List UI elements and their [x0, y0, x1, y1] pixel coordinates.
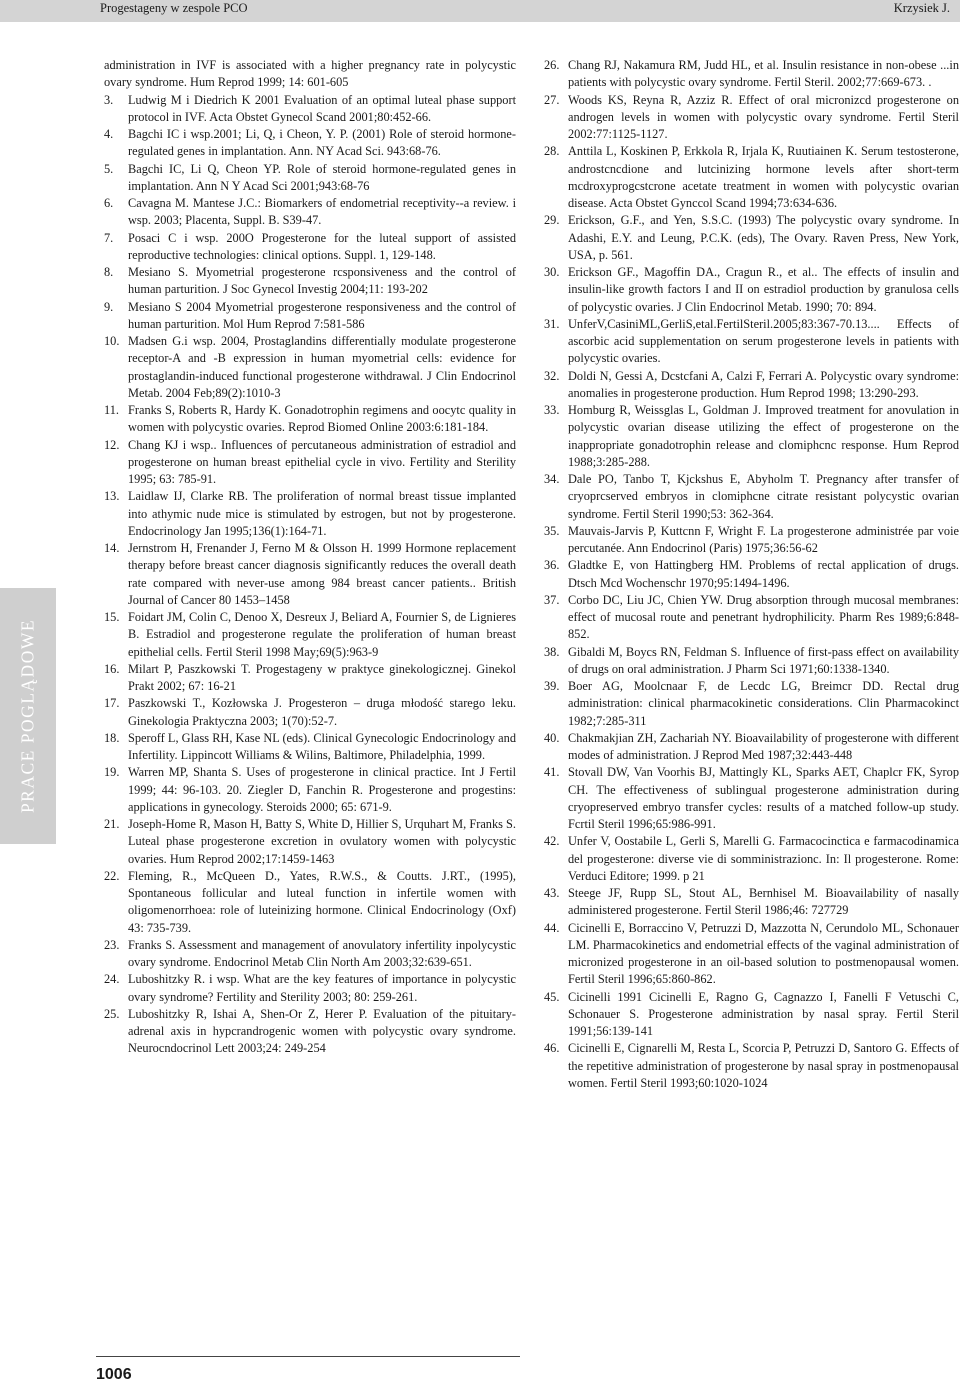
- reference-text: Unfer V, Oostabile L, Gerli S, Marelli G. Farmacocinctica e farmacodinamica del progesterone: diverse vie di somministrazionc. In: Il progesterone. Rome: Verduci Editore; 1999. p 21: [568, 834, 959, 883]
- header-author: Krzysiek J.: [893, 1, 950, 15]
- reference-text: Gladtke E, von Hattingberg HM. Problems of rectal application of drugs. Dtsch Mcd Wochenschr 1970;95:1494-1496.: [568, 558, 959, 590]
- reference-text: Bagchi IC, Li Q, Cheon YP. Role of steroid hormone-regulated genes in implantation. Ann N Y Acad Sci 2001;943:68-76: [128, 161, 516, 193]
- reference-text: Laidlaw IJ, Clarke RB. The proliferation of normal breast tissue implanted into athymic nude mice is stimulated by estrogen, but not by progesterone. Endocrinology Jan 1995;136(1):164-71.: [128, 489, 516, 538]
- reference-number: 43.: [544, 886, 560, 900]
- reference-text: Madsen G.i wsp. 2004, Prostaglandins differentially modulate progesterone receptor-A and -B expression in human myometrial cells: evidence for prostaglandin-induced functional progesterone withdrawal. J Clin Endocrinol Metab. 2004 Feb;89(2):1010-3: [128, 334, 516, 400]
- reference-number: 25.: [104, 1006, 120, 1021]
- header-journal-title: Progestageny w zespole PCO: [100, 1, 248, 15]
- reference-item: [544, 644, 959, 679]
- reference-item: [104, 971, 516, 1006]
- reference-item: [544, 471, 959, 523]
- reference-text: Paszkowski T., Kozłowska J. Progesteron – druga młodość starego leku. Ginekologia Praktyczna 2003; 1(70):52-7.: [128, 696, 516, 728]
- reference-text: Fleming, R., McQueen D., Yates, R.W.S., & Coutts. J.RT., (1995), Spontaneous follicular and luteal function in infertile women with oligomenorrhoea: role of luteinizing hormone. Clinical Endocrinology (Oxf) 43: 735-739.: [128, 868, 516, 935]
- reference-item: [544, 592, 959, 644]
- reference-text: Erickson GF., Magoffin DA., Cragun R., et al.. The effects of insulin and insulin-like growth factors I and II on estradiol production by granulosa cells of polycystic ovaries. J Clin Endocrinol Metab. 1990; 70: 894.: [568, 265, 959, 314]
- reference-item: [104, 937, 516, 972]
- reference-text: Ludwig M i Diedrich K 2001 Evaluation of an optimal luteal phase support protocol in IVF. Acta Obstet Gynecol Scand 2001;80:452-66.: [128, 92, 516, 124]
- reference-number: 33.: [544, 403, 560, 417]
- reference-number: 10.: [104, 334, 120, 348]
- reference-item: [544, 368, 959, 403]
- reference-number: 46.: [544, 1041, 560, 1056]
- reference-number: 3.: [104, 92, 114, 107]
- reference-number: 40.: [544, 730, 560, 745]
- reference-text: Dale PO, Tanbo T, Kjckshus E, Abyholm T. Pregnancy after transfer of cryoprcserved embryos in clomiphcne citrate resistant polycystic ovarian syndrome. Fertil Steril 1990;53: 362-364.: [568, 472, 959, 521]
- reference-item: [544, 920, 959, 989]
- reference-number: 6.: [104, 196, 114, 210]
- reference-item: [104, 661, 516, 696]
- reference-number: 22.: [104, 868, 120, 883]
- reference-number: 42.: [544, 834, 560, 849]
- reference-number: 12.: [104, 437, 120, 452]
- reference-number: 38.: [544, 644, 560, 659]
- reference-text: Posaci C i wsp. 200O Progesterone for the luteal support of assisted reproductive technologies: clinical options. Suppl. 1, 129-148.: [128, 230, 516, 262]
- reference-text: Homburg R, Weissglas L, Goldman J. Improved treatment for anovulation in polycystic ovarian disease utilizing the effect of progesterone on the inappropriate gonadotrophin release and clomiphcnc response. Hum Reprod 1988;3:285-288.: [568, 403, 959, 469]
- reference-number: 4.: [104, 127, 114, 141]
- reference-text: Speroff L, Glass RH, Kase NL (eds). Clinical Gynecologic Endocrinology and Infertility. Lippincott Williams & Wilins, Baltimore, Philadelphia, 1999.: [128, 730, 516, 762]
- reference-number: 16.: [104, 661, 120, 676]
- reference-item: [104, 816, 516, 868]
- reference-number: 21.: [104, 817, 120, 831]
- reference-item: [544, 212, 959, 264]
- reference-text: UnferV,CasiniML,GerliS,etal.FertilSteril.2005;83:367-70.13.... Effects of ascorbic acid supplementation on serum progesterone levels in patients with polycystic ovaries.: [568, 316, 959, 366]
- reference-item: [544, 264, 959, 316]
- reference-text: Chang KJ i wsp.. Influences of percutaneous administration of estradiol and progesterone on human breast epithelial cycle in vivo. Fertility and Sterility 1995; 63: 785-91.: [128, 437, 516, 486]
- reference-item: [104, 540, 516, 609]
- reference-number: 41.: [544, 765, 560, 780]
- reference-text: Mesiano S 2004 Myometrial progesterone responsiveness and the control of human parturition. Mol Hum Reprod 7:581-586: [128, 299, 516, 331]
- page-number: 1006: [96, 1366, 132, 1383]
- reference-item: [104, 609, 516, 661]
- reference-text: Mesiano S. Myometrial progesterone rcsponsiveness and the control of human parturition. J Soc Gynecol Investig 2004;11: 193-202: [128, 265, 516, 297]
- reference-text: Steege JF, Rupp SL, Stout AL, Bernhisel M. Bioavailability of nasally administered progesterone. Fertil Steril 1986;46: 727729: [568, 886, 959, 918]
- reference-item: [544, 1040, 959, 1092]
- reference-item: [544, 885, 959, 920]
- section-side-tab-label: PRACE POGLĄDOWE: [17, 618, 38, 814]
- reference-number: 27.: [544, 92, 560, 107]
- reference-number: 45.: [544, 989, 560, 1004]
- reference-text: Jernstrom H, Frenander J, Ferno M & Olsson H. 1999 Hormone replacement therapy before breast cancer diagnosis significantly reduces the overall death rate compared with never-use among 984 breast cancer patients.. British Journal of Cancer 80 1453–1458: [128, 541, 516, 607]
- reference-text: Doldi N, Gessi A, Dcstcfani A, Calzi F, Ferrari A. Polycystic ovary syndrome: anomalies in progesterone production. Hum Reprod 1998; 13:290-293.: [568, 368, 959, 400]
- reference-item: [544, 143, 959, 212]
- reference-item: [104, 264, 516, 299]
- reference-text: administration in IVF is associated with a higher pregnancy rate in polycystic ovary syndrome. Hum Reprod 1999; 14: 601-605: [104, 58, 516, 90]
- reference-text: Gibaldi M, Boycs RN, Feldman S. Influence of first-pass effect on availability of drugs on oral administration. J Pharm Sci 1971;60:1338-1340.: [568, 644, 959, 676]
- reference-number: 24.: [104, 972, 120, 987]
- reference-text: Mauvais-Jarvis P, Kuttcnn F, Wright F. La progesterone administrée par voie percutanée. Ann Endocrinol (Paris) 1975;36:56-62: [568, 523, 959, 555]
- reference-number: 35.: [544, 523, 560, 538]
- reference-item: [104, 126, 516, 161]
- reference-text: Cicinelli 1991 Cicinelli E, Ragno G, Cagnazzo I, Fanelli F Vetuschi C, Schonauer S. Progesterone administration by nasal spray. Fertil Steril 1991;56:139-141: [568, 989, 959, 1038]
- reference-item: [104, 695, 516, 730]
- reference-number: 14.: [104, 541, 120, 555]
- reference-number: 23.: [104, 937, 120, 952]
- reference-text: Bagchi IC i wsp.2001; Li, Q, i Cheon, Y. P. (2001) Role of steroid hormone-regulated genes in implantation. Ann. NY Acad Sci. 943:68-76.: [128, 127, 516, 159]
- reference-number: 13.: [104, 489, 120, 504]
- reference-item: [104, 1006, 516, 1058]
- references-right-column: [544, 57, 959, 1092]
- reference-item: [104, 730, 516, 765]
- reference-text: Chang RJ, Nakamura RM, Judd HL, et al. Insulin resistance in non-obese ...in patients with polycystic ovary syndrome. Fertil Steril. 2002;77:669-673. .: [568, 58, 959, 90]
- reference-item: [104, 161, 516, 196]
- reference-text: Cicinelli E, Borraccino V, Petruzzi D, Mazzotta N, Cerundolo ML, Schonauer LM. Pharmacokinetics and endometrial effects of the vaginal administration of micronized progesterone in an oil-based solution to postmenopausal women. Fertil Steril 1996;65:860-862.: [568, 920, 959, 987]
- reference-number: 34.: [544, 472, 560, 486]
- reference-text: Franks S, Roberts R, Hardy K. Gonadotrophin regimens and oocytc quality in women with polycystic ovaries. Reprod Biomed Online 2003:6:181-184.: [128, 403, 516, 435]
- reference-text: Corbo DC, Liu JC, Chien YW. Drug absorption through mucosal membranes: effect of mucosal route and penetrant hydrophilicity. Pharm Res 1989;6:848-852.: [568, 592, 959, 642]
- reference-item: [544, 764, 959, 833]
- reference-item: [104, 333, 516, 402]
- reference-item: [544, 989, 959, 1041]
- reference-text: Cavagna M. Mantese J.C.: Biomarkers of endometrial receptivity--a review. i wsp. 2003; Placenta, Suppl. B. S39-47.: [128, 196, 516, 228]
- reference-item: [544, 57, 959, 92]
- reference-item: [544, 92, 959, 144]
- reference-number: 8.: [104, 265, 114, 279]
- reference-text: Cicinelli E, Cignarelli M, Resta L, Scorcia P, Petruzzi D, Santoro G. Effects of the repetitive administration of progesterone by nasal spray in postmenopausal women. Fertil Steril 1993;60:1020-1024: [568, 1041, 959, 1090]
- reference-number: 15.: [104, 610, 120, 624]
- reference-text: Boer AG, Moolcnaar F, de Lecdc LG, Breimcr DD. Rectal drug administration: clinical pharmacokinetic considerations. Clin Pharmacokinct 1982;7:285-311: [568, 679, 959, 728]
- reference-number: 32.: [544, 368, 560, 383]
- reference-item: [104, 299, 516, 334]
- reference-text: Warren MP, Shanta S. Uses of progesterone in clinical practice. Int J Fertil 1999; 44: 96-103. 20. Ziegler D, Fanchin R. Progesterone and progestins: applications in gynecology. Steroids 2000; 65: 671-9.: [128, 765, 516, 814]
- reference-item: [104, 195, 516, 230]
- reference-item: [104, 402, 516, 437]
- reference-item: [104, 57, 516, 92]
- reference-item: [544, 833, 959, 885]
- reference-number: 18.: [104, 730, 120, 745]
- reference-item: [104, 764, 516, 816]
- reference-number: 36.: [544, 558, 560, 573]
- reference-number: 19.: [104, 765, 120, 780]
- footer-divider: [96, 1356, 520, 1357]
- reference-number: 29.: [544, 213, 560, 228]
- reference-number: 31.: [544, 316, 560, 331]
- reference-number: 17.: [104, 696, 120, 711]
- reference-text: Foidart JM, Colin C, Denoo X, Desreux J, Beliard A, Fournier S, de Lignieres B. Estradiol and progesterone regulate the proliferation of human breast epithelial cells. Fertil Steril 1998 May;69(5):963-9: [128, 610, 516, 659]
- reference-text: Luboshitzky R. i wsp. What are the key features of importance in polycystic ovary syndrome? Fertility and Sterility 2003; 80: 259-261.: [128, 972, 516, 1004]
- reference-number: 7.: [104, 230, 114, 245]
- reference-item: [104, 437, 516, 489]
- reference-item: [104, 868, 516, 937]
- section-side-tab: [0, 588, 56, 844]
- reference-item: [544, 523, 959, 558]
- reference-text: Joseph-Home R, Mason H, Batty S, White D, Hillier S, Urquhart M, Franks S. Luteal phase progesterone excretion in ovulatory women with polycystic ovaries. Hum Reprod 2002;17:1459-1463: [128, 817, 516, 866]
- reference-number: 11.: [104, 403, 119, 417]
- reference-text: Franks S. Assessment and management of anovulatory infertility inpolycystic ovary syndrome. Endocrinol Metab Clin North Am 2003;32:639-651.: [128, 937, 516, 969]
- reference-number: 28.: [544, 144, 560, 159]
- reference-number: 5.: [104, 161, 114, 176]
- reference-text: Anttila L, Koskinen P, Erkkola R, Irjala K, Ruutiainen K. Serum testosterone, androstcncdione and lutcinizing hormone levels after short-term mcdroxyprogcstcrone acetate treatment in women with polycystic ovarian disease. Acta Obstet Gynccol Scand 1994;73:634-636.: [568, 144, 959, 210]
- reference-number: 37.: [544, 592, 560, 607]
- reference-item: [544, 557, 959, 592]
- reference-item: [544, 316, 959, 368]
- reference-text: Stovall DW, Van Voorhis BJ, Mattingly KL, Sparks AET, Chaplcr FK, Syrop CH. The effectiveness of sublingual progesterone administration during cryopreserved embryo transfer cycles: results of a matched follow-up study. Fcrtil Steril 1996;65:986-991.: [568, 765, 959, 831]
- reference-number: 44.: [544, 920, 560, 935]
- reference-text: Chakmakjian ZH, Zachariah NY. Bioavailability of progesterone with different modes of administration. J Reprod Med 1987;32:443-448: [568, 730, 959, 762]
- reference-text: Luboshitzky R, Ishai A, Shen-Or Z, Herer P. Evaluation of the pituitary-adrenal axis in hypcrandrogenic women with polycystic ovary syndrome. Neurocndocrinol Lett 2003;24: 249-254: [128, 1006, 516, 1056]
- reference-item: [104, 92, 516, 127]
- reference-item: [544, 678, 959, 730]
- references-left-column: [104, 57, 516, 1058]
- running-header: [0, 0, 960, 22]
- reference-text: Milart P, Paszkowski T. Progestageny w praktyce ginekologicznej. Ginekol Prakt 2002; 67: 16-21: [128, 661, 516, 693]
- reference-item: [544, 402, 959, 471]
- reference-item: [104, 230, 516, 265]
- reference-number: 30.: [544, 265, 560, 279]
- reference-number: 26.: [544, 58, 560, 72]
- reference-item: [544, 730, 959, 765]
- reference-number: 9.: [104, 299, 114, 314]
- reference-text: Erickson, G.F., and Yen, S.S.C. (1993) The polycystic ovary syndrome. In Adashi, E.Y. and Leung, P.C.K. (eds), The Ovary. Raven Press, New York, USA, p. 561.: [568, 213, 959, 262]
- reference-text: Woods KS, Reyna R, Azziz R. Effect of oral micronizcd progesterone on androgen levels in women with polycystic ovary syndrome. Fertil Steril 2002:77:1125-1127.: [568, 92, 959, 141]
- reference-item: [104, 488, 516, 540]
- reference-number: 39.: [544, 679, 560, 693]
